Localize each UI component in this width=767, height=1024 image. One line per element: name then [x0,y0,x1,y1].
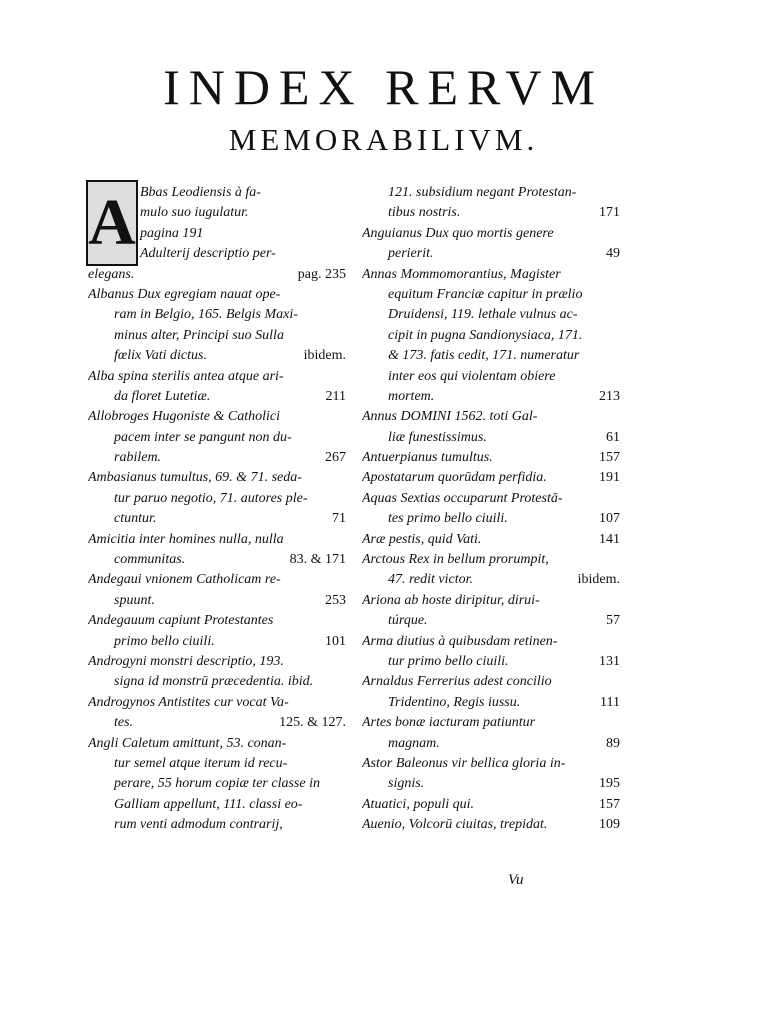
index-line [88,305,346,325]
index-text: Auenio, Volcorū ciuitas, trepidat. [362,817,548,833]
index-text: equitum Franciæ capitur in prælio [388,286,583,302]
index-text: fœlix Vati dictus. [114,348,207,364]
index-line [362,672,620,692]
index-line [88,774,346,794]
index-text: Albanus Dux egregiam nauat ope- [88,286,281,302]
index-text: minus alter, Principi suo Sulla [114,327,284,343]
index-text: spuunt. [114,592,155,608]
index-line [88,570,346,590]
index-line [362,346,620,366]
index-text: magnam. [388,735,440,751]
index-text: Bbas Leodiensis à fa- [140,185,261,200]
index-text: tibus nostris. [388,205,461,221]
index-text: Angli Caletum amittunt, 53. conan- [88,735,287,751]
index-text: Andegauum capiunt Protestantes [88,613,274,629]
index-line [362,183,620,203]
index-line [88,183,346,203]
index-line [362,407,620,427]
index-line [88,265,346,285]
index-line [362,468,620,488]
index-line [88,815,346,835]
index-line [88,591,346,611]
index-text: perare, 55 horum copiæ ter classe in [114,776,320,792]
index-line [88,693,346,713]
index-line [88,224,346,244]
page-reference: 213 [599,388,620,404]
index-text: primo bello ciuili. [114,633,215,649]
index-text: liæ funestissimus. [388,429,487,445]
index-text: Annus DOMINI 1562. toti Gal- [362,409,538,425]
index-line [88,509,346,529]
index-text: rum venti admodum contrarij, [114,817,283,833]
index-text: da floret Lutetiæ. [114,388,211,404]
index-line [88,448,346,468]
index-text: Ariona ab hoste diripitur, dirui- [362,592,540,608]
index-line [88,407,346,427]
index-line [88,387,346,407]
index-text: Adulterij descriptio per- [140,246,276,262]
index-text: Anguianus Dux quo mortis genere [362,225,554,241]
page-reference: 71 [332,511,346,527]
index-line [362,326,620,346]
index-text: elegans. [88,266,135,282]
index-line [362,305,620,325]
index-line [88,468,346,488]
index-text: mortem. [388,388,435,404]
index-line [88,734,346,754]
index-text: Alba spina sterilis antea atque ari- [88,368,284,384]
index-line [362,285,620,305]
index-line [362,387,620,407]
index-line [88,713,346,733]
page-reference: 83. & 171 [289,552,346,568]
index-line [362,591,620,611]
index-text: Atuatici, populi qui. [362,796,474,812]
page-reference: 171 [599,205,620,221]
index-line [88,244,346,264]
index-text: 121. subsidium negant Protestan- [388,185,577,200]
index-line [88,530,346,550]
page-reference: 109 [599,817,620,833]
index-text: Ambasianus tumultus, 69. & 71. seda- [88,470,302,486]
index-line [88,203,346,223]
index-text: tes. [114,715,134,731]
index-line [362,509,620,529]
index-line [88,795,346,815]
index-line [362,632,620,652]
index-text: Amicitia inter homines nulla, nulla [88,531,284,547]
index-line [362,428,620,448]
index-text: Druidensi, 119. lethale vulnus ac- [388,307,578,323]
index-text: rabilem. [114,450,162,466]
page-reference: 157 [599,450,620,466]
index-text: tes primo bello ciuili. [388,511,508,527]
index-text: 47. redit victor. [388,572,474,588]
index-line [362,448,620,468]
page-subtitle: MEMORABILIVM. [228,122,539,157]
page-reference: ibidem. [303,348,346,364]
index-text: signis. [388,776,425,792]
page-reference: 253 [325,592,346,608]
index-text: perierit. [388,246,434,262]
page-reference: 101 [325,633,346,649]
index-line [362,550,620,570]
page-reference: 61 [606,429,620,445]
page-reference: 157 [599,796,620,812]
page-title: INDEX RERVM [163,59,604,115]
index-text: ram in Belgio, 165. Belgis Maxi- [114,307,298,323]
page-reference: 111 [600,694,620,710]
index-line [88,550,346,570]
index-text: Androgyni monstri descriptio, 193. [88,653,284,669]
index-line [362,815,620,835]
index-line [362,244,620,264]
index-line [88,611,346,631]
index-line [362,367,620,387]
index-text: Arma diutius à quibusdam retinen- [362,633,558,649]
index-text: pacem inter se pangunt non du- [114,429,292,445]
page-reference: 131 [599,653,620,669]
index-text: & 173. fatis cedit, 171. numeratur [388,348,580,364]
index-text: signa id monstrū præcedentia. ibid. [114,674,314,690]
index-line [362,774,620,794]
index-line [88,326,346,346]
page-reference: 125. & 127. [279,715,346,731]
index-text: pagina 191 [140,225,204,241]
page-reference: 267 [325,450,346,466]
index-text: tur primo bello ciuili. [388,653,509,669]
index-line [362,734,620,754]
index-line [88,632,346,652]
index-line [362,265,620,285]
page-reference: 57 [606,613,620,629]
index-text: tur paruo negotio, 71. autores ple- [114,490,308,506]
index-text: Astor Baleonus vir bellica gloria in- [362,755,566,771]
index-line [88,285,346,305]
index-text: Andegaui vnionem Catholicam re- [88,572,281,588]
page-reference: pag. 235 [297,266,346,282]
index-line [362,713,620,733]
index-line [362,530,620,550]
index-column-left [88,183,346,836]
page-reference: 211 [325,388,346,404]
index-text: Aræ pestis, quid Vati. [362,531,482,547]
index-text: tur semel atque iterum id recu- [114,755,288,771]
index-text: ctuntur. [114,511,157,527]
index-text: Artes bonæ iacturam patiuntur [362,715,536,731]
page-reference: 49 [606,246,620,262]
page-reference: 89 [606,735,620,751]
index-text: mulo suo iugulatur. [140,205,249,221]
index-line [362,652,620,672]
index-line [362,203,620,223]
index-line [88,346,346,366]
index-line [88,754,346,774]
index-text: Antuerpianus tumultus. [362,450,493,466]
index-line [362,570,620,590]
index-line [362,224,620,244]
index-line [362,489,620,509]
index-text: cipit in pugna Sandionysiaca, 171. [388,327,583,343]
index-text: Arnaldus Ferrerius adest concilio [362,674,552,690]
index-line [362,693,620,713]
index-text: Aquas Sextias occuparunt Protestā- [362,490,563,506]
dropcap-letter: A [88,186,136,259]
index-text: Apostatarum quorūdam perfidia. [362,470,547,486]
page-reference: 191 [599,470,620,486]
index-line [88,672,346,692]
index-line [88,489,346,509]
index-text: communitas. [114,552,186,568]
index-text: inter eos qui violentam obiere [388,368,556,384]
catchword: Vu [508,872,524,888]
index-text: Tridentino, Regis iussu. [388,694,521,710]
index-line [362,754,620,774]
page-reference: 141 [599,531,620,547]
index-line [362,611,620,631]
index-text: Androgynos Antistites cur vocat Va- [88,694,289,710]
index-line [88,652,346,672]
index-line [362,795,620,815]
index-column-right [362,183,620,836]
index-text: túrque. [388,613,428,629]
index-line [88,428,346,448]
index-text: Annas Mommomorantius, Magister [362,266,561,282]
index-text: Arctous Rex in bellum prorumpit, [362,552,549,568]
page-reference: ibidem. [577,572,620,588]
page-reference: 195 [599,776,620,792]
index-text: Galliam appellunt, 111. classi eo- [114,796,303,812]
page-reference: 107 [599,511,620,527]
index-line [88,367,346,387]
index-text: Allobroges Hugoniste & Catholici [88,409,280,425]
